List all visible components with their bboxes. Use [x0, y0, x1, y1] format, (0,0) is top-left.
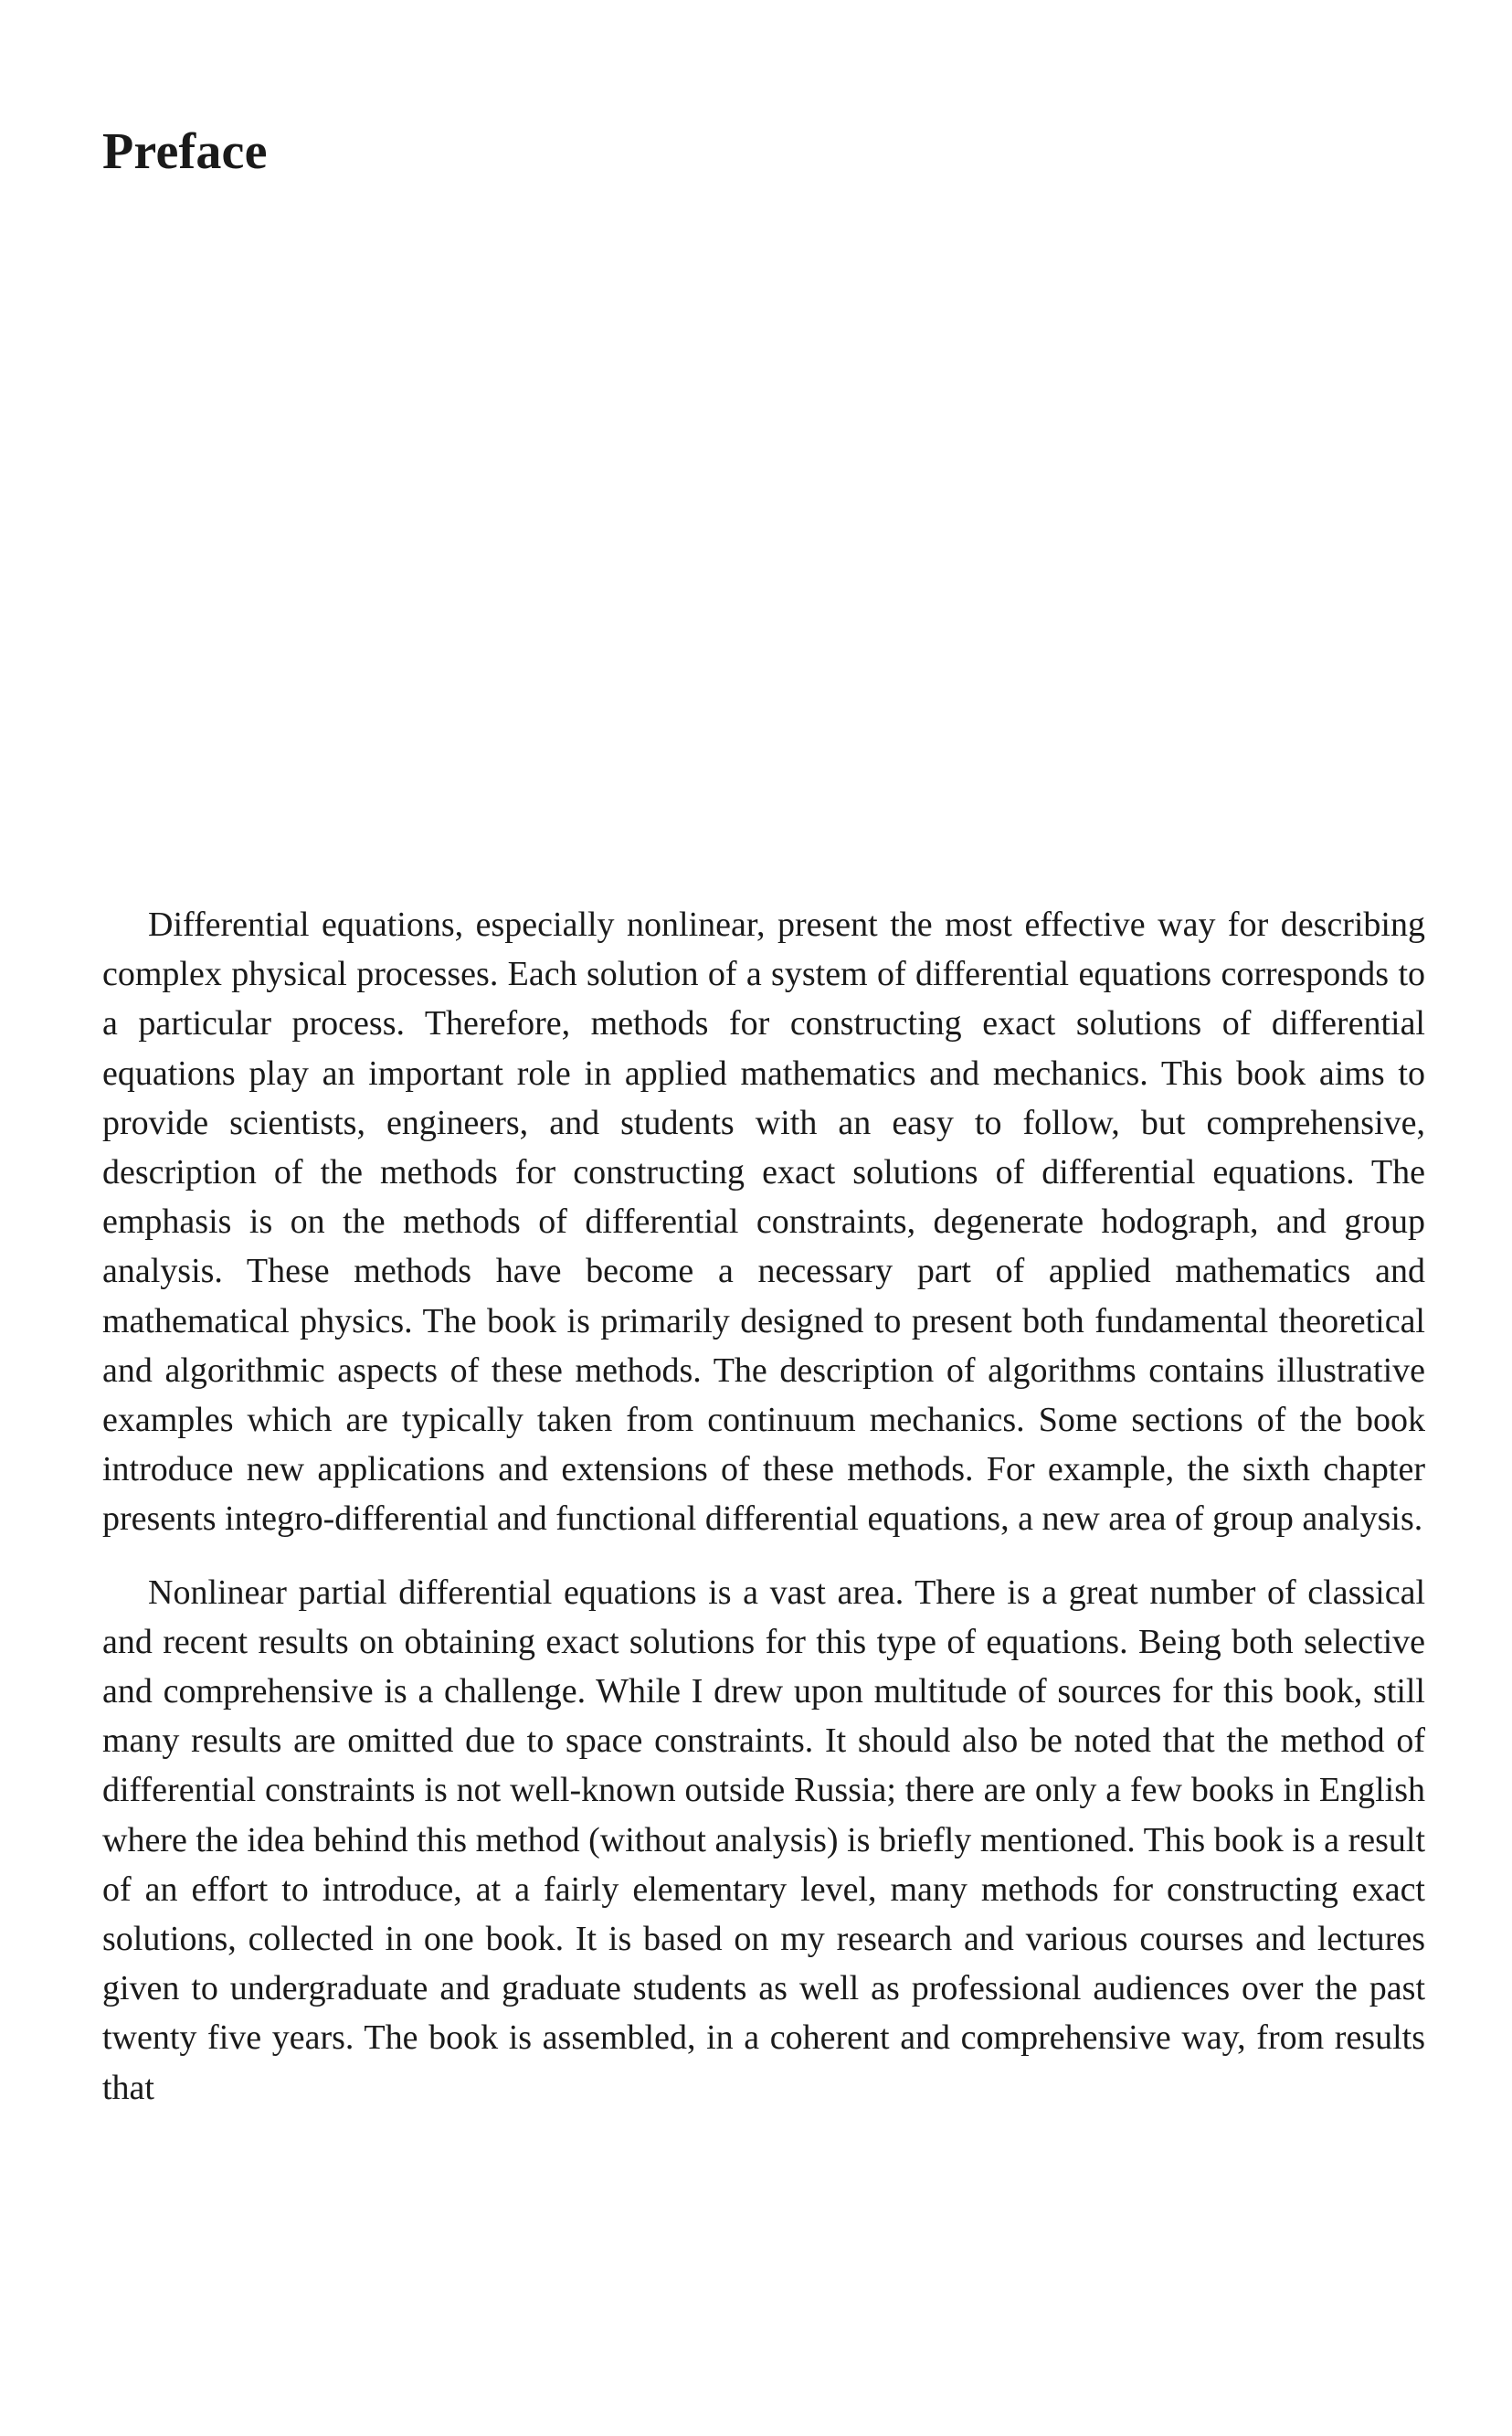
paragraph-2: Nonlinear partial differential equations is a vast area. There is a great number of classical and recent results on obtaining exact solutions for this type of equations. Being both selective and comprehensive is a challenge. While I drew upon multitude of sources for this book, still many results are omitted due to space constraints. It should also be noted that the method of differential constraints is not well-known outside Russia; there are only a few books in English where the idea behind this method (without analysis) is briefly mentioned. This book is a result of an effort to introduce, at a fairly elementary level, many methods for constructing exact solutions, collected in one book. It is based on my research and various courses and lectures given to undergraduate and graduate students as well as professional audiences over the past twenty five years. The book is assembled, in a coherent and comprehensive way, from results that [102, 1573, 1425, 2107]
preface-body [102, 900, 1425, 2113]
chapter-title: Preface [102, 123, 268, 180]
paragraph-1: Differential equations, especially nonlinear, present the most effective way for describing complex physical processes. Each solution of a system of differential equations corresponds to a particular process. Therefore, methods for constructing exact solutions of differential equations play an important role in applied mathematics and mechanics. This book aims to provide scientists, engineers, and students with an easy to follow, but comprehensive, description of the methods for constructing exact solutions of differential equations. The emphasis is on the methods of differential constraints, degenerate hodograph, and group analysis. These methods have become a necessary part of applied mathematics and mathematical physics. The book is primarily designed to present both fundamental theoretical and algorithmic aspects of these methods. The description of algorithms contains illustrative examples which are typically taken from continuum mechanics. Some sections of the book introduce new applications and extensions of these methods. For example, the sixth chapter presents integro-differential and functional differential equations, a new area of group analysis. [102, 906, 1425, 1539]
